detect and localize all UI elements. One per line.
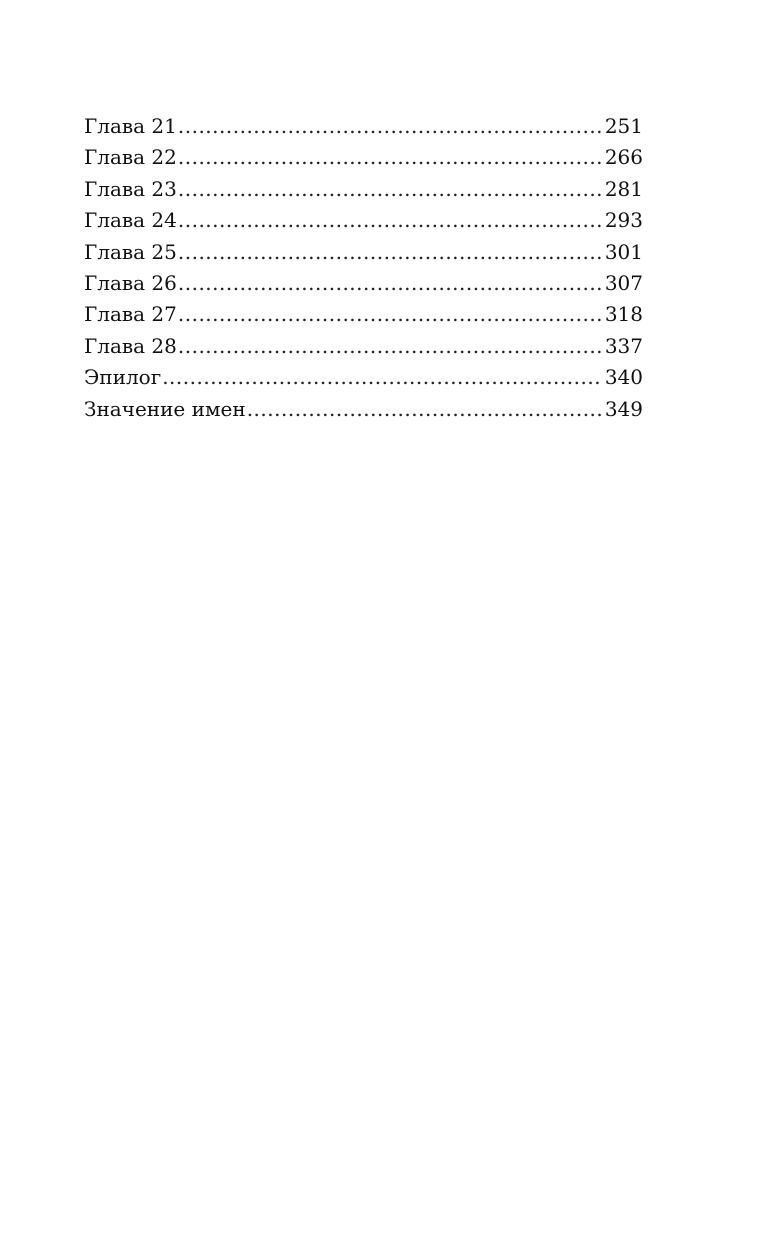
toc-entry bbox=[84, 299, 643, 330]
toc-entry-page: 337 bbox=[604, 333, 643, 358]
toc-entry-page: 340 bbox=[604, 365, 643, 390]
toc-dot-leader bbox=[178, 205, 603, 236]
toc-entry bbox=[84, 268, 643, 299]
toc-entry-title: Глава 21 bbox=[84, 114, 177, 138]
table-of-contents bbox=[84, 111, 643, 425]
toc-dot-leader bbox=[178, 111, 603, 142]
toc-entry-title: Глава 26 bbox=[84, 270, 177, 295]
toc-dot-leader bbox=[178, 331, 603, 362]
toc-entry-page: 266 bbox=[604, 145, 643, 170]
toc-entry-page: 251 bbox=[604, 114, 643, 138]
toc-entry-page: 318 bbox=[604, 302, 643, 327]
toc-entry bbox=[84, 174, 643, 205]
toc-entry-title: Значение имен bbox=[84, 396, 246, 421]
toc-dot-leader bbox=[247, 394, 603, 425]
toc-dot-leader bbox=[178, 268, 603, 299]
toc-entry-title: Глава 22 bbox=[84, 145, 177, 170]
toc-entry-page: 307 bbox=[604, 270, 643, 295]
toc-entry bbox=[84, 111, 643, 142]
toc-entry-title: Глава 28 bbox=[84, 333, 177, 358]
toc-dot-leader bbox=[162, 362, 603, 393]
toc-entry-title: Глава 25 bbox=[84, 239, 177, 264]
toc-dot-leader bbox=[178, 237, 603, 268]
toc-dot-leader bbox=[178, 174, 603, 205]
toc-entry-title: Глава 27 bbox=[84, 302, 177, 327]
toc-entry bbox=[84, 331, 643, 362]
toc-entry-page: 281 bbox=[604, 176, 643, 201]
toc-entry bbox=[84, 237, 643, 268]
toc-entry-title: Глава 24 bbox=[84, 208, 177, 233]
toc-dot-leader bbox=[178, 142, 603, 173]
toc-entry-title: Эпилог bbox=[84, 365, 162, 390]
toc-entry-page: 349 bbox=[604, 396, 643, 421]
toc-entry-page: 293 bbox=[604, 208, 643, 233]
toc-entry-page: 301 bbox=[604, 239, 643, 264]
toc-entry bbox=[84, 205, 643, 236]
toc-dot-leader bbox=[178, 299, 603, 330]
toc-entry bbox=[84, 394, 643, 425]
toc-entry bbox=[84, 142, 643, 173]
toc-entry-title: Глава 23 bbox=[84, 176, 177, 201]
toc-entry bbox=[84, 362, 643, 393]
